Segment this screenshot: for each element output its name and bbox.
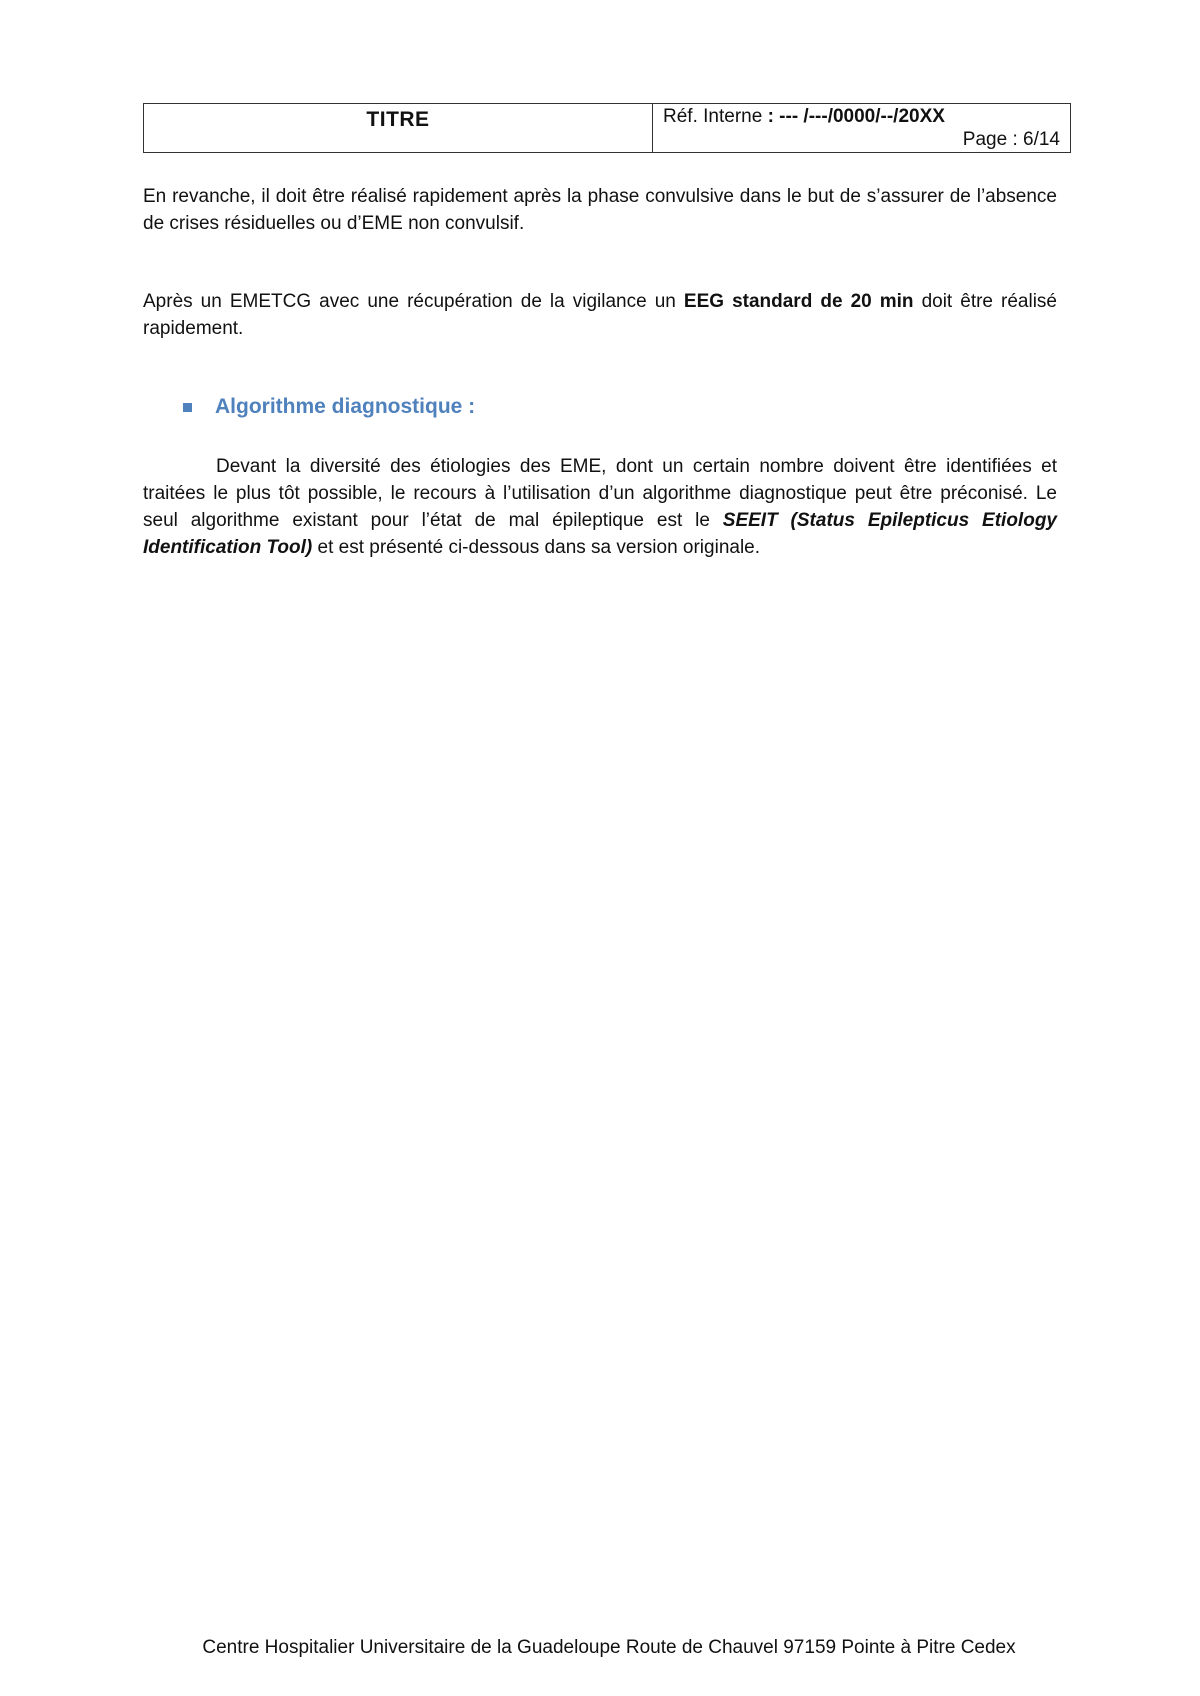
paragraph-algorithm [143,453,1057,561]
paragraph3-text-start: Devant la diversité des étiologies des EME, dont un certain nombre doivent être identifiées et traitées le plus tôt possible, le recours à l’utilisation d’un algorithme diagnostique peut être préconisé. Le seul algorithme existant pour l’état de mal épileptique est le [143,456,1057,531]
footer-address: Centre Hospitalier Universitaire de la Guadeloupe Route de Chauvel 97159 Pointe à Pitre Cedex [202,1637,1016,1658]
paragraph-eeg-standard [143,288,1057,342]
document-title: TITRE [366,108,430,131]
section-heading-text: Algorithme diagnostique : [215,395,476,418]
square-bullet-icon [183,403,192,412]
reference-label: Réf. Interne [663,106,768,127]
document-footer [0,1637,1200,1659]
paragraph-eeg-timing: En revanche, il doit être réalisé rapidement après la phase convulsive dans le but de s’assurer de l’absence de crises résiduelles ou d’EME non convulsif. [143,186,1057,234]
paragraph3-text-end: et est présenté ci-dessous dans sa version originale. [312,537,761,558]
paragraph2-text-end: doit être réalisé rapidement. [143,291,1057,339]
section-heading [183,395,475,419]
header-ref-cell [653,104,1070,152]
reference-value: : --- /---/0000/--/20XX [767,106,945,127]
document-header [143,103,1071,153]
paragraph3-bold-italic-text: SEEIT (Status Epilepticus Etiology Identification Tool) [143,510,1057,558]
paragraph2-bold-text: EEG standard de 20 min [683,291,914,312]
header-title-cell [144,104,653,152]
page-number: Page : 6/14 [962,129,1060,150]
paragraph2-text-start: Après un EMETCG avec une récupération de la vigilance un [143,291,684,312]
reference-line [663,106,945,128]
